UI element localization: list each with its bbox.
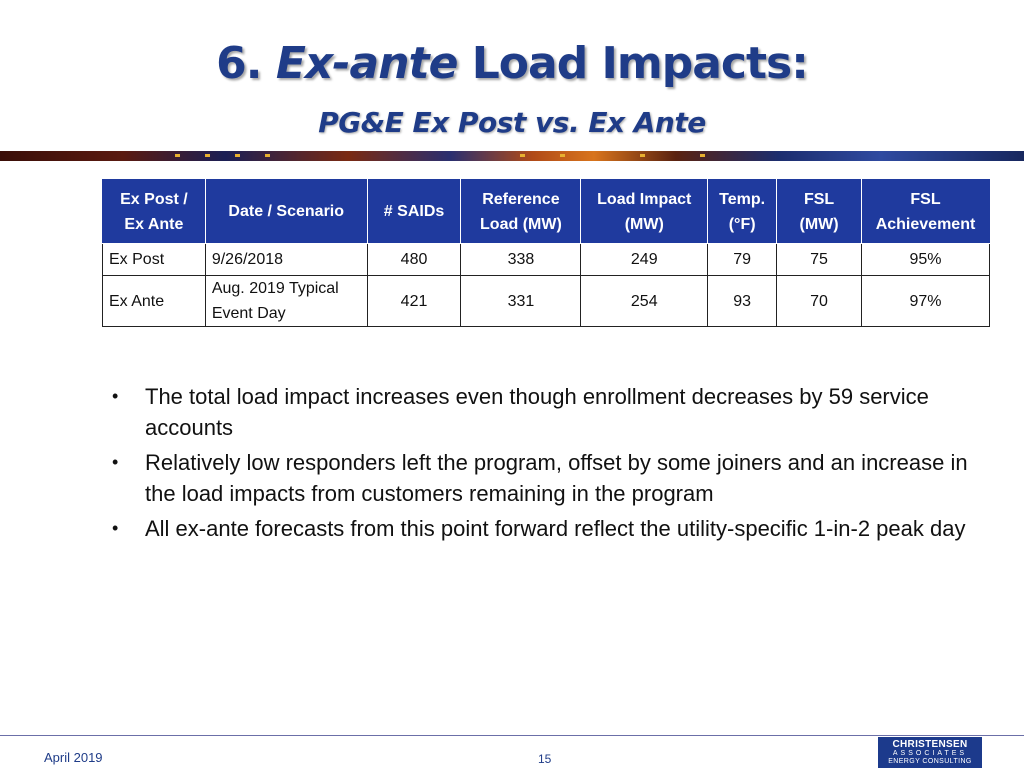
footer-date: April 2019 xyxy=(44,750,103,765)
header-ex-post-ante: Ex Post / Ex Ante xyxy=(103,180,206,244)
cell-fsl: 75 xyxy=(777,244,862,276)
cell-reference-load: 331 xyxy=(461,276,581,327)
page-number: 15 xyxy=(538,752,552,766)
bullet-list xyxy=(112,381,992,548)
cell-fsl-achievement: 97% xyxy=(862,276,990,327)
header-saids: # SAIDs xyxy=(367,180,461,244)
cell-load-impact: 254 xyxy=(581,276,708,327)
header-fsl-achievement: FSL Achievement xyxy=(862,180,990,244)
header-temp: Temp. (°F) xyxy=(708,180,777,244)
bullet-text: The total load impact increases even though enrollment decreases by 59 service accounts xyxy=(145,384,929,440)
footer-divider xyxy=(0,735,1024,736)
cell-fsl: 70 xyxy=(777,276,862,327)
cell-temp: 79 xyxy=(708,244,777,276)
cell-temp: 93 xyxy=(708,276,777,327)
bullet-text: Relatively low responders left the program, offset by some joiners and an increase in the load impacts from customers remaining in the program xyxy=(145,450,968,506)
cell-saids: 421 xyxy=(367,276,461,327)
list-item xyxy=(112,513,992,544)
cell-date-scenario: Aug. 2019 Typical Event Day xyxy=(205,276,367,327)
table-row xyxy=(103,276,990,327)
header-date-scenario: Date / Scenario xyxy=(205,180,367,244)
list-item xyxy=(112,381,992,443)
cell-saids: 480 xyxy=(367,244,461,276)
cell-type: Ex Post xyxy=(103,244,206,276)
cell-fsl-achievement: 95% xyxy=(862,244,990,276)
cell-load-impact: 249 xyxy=(581,244,708,276)
bullet-marker: • xyxy=(112,518,119,538)
cell-reference-load: 338 xyxy=(461,244,581,276)
title-rest: Load Impacts: xyxy=(471,38,808,89)
header-fsl: FSL (MW) xyxy=(777,180,862,244)
header-load-impact: Load Impact (MW) xyxy=(581,180,708,244)
bullet-marker: • xyxy=(112,386,119,406)
table-row xyxy=(103,244,990,276)
cell-date-scenario: 9/26/2018 xyxy=(205,244,367,276)
title-number: 6. xyxy=(216,38,262,89)
bullet-marker: • xyxy=(112,452,119,472)
title-emphasis: Ex-ante xyxy=(275,38,458,89)
slide-subtitle: PG&E Ex Post vs. Ex Ante xyxy=(318,106,706,139)
load-impact-table xyxy=(102,179,990,327)
decorative-banner xyxy=(0,151,1024,161)
bullet-text: All ex-ante forecasts from this point forward reflect the utility-specific 1-in-2 peak day xyxy=(145,516,966,541)
cell-type: Ex Ante xyxy=(103,276,206,327)
header-reference-load: Reference Load (MW) xyxy=(461,180,581,244)
table-header-row xyxy=(103,180,990,244)
company-logo: CHRISTENSEN ASSOCIATES ENERGY CONSULTING xyxy=(878,737,982,768)
slide-title xyxy=(0,38,1024,89)
list-item xyxy=(112,447,992,509)
